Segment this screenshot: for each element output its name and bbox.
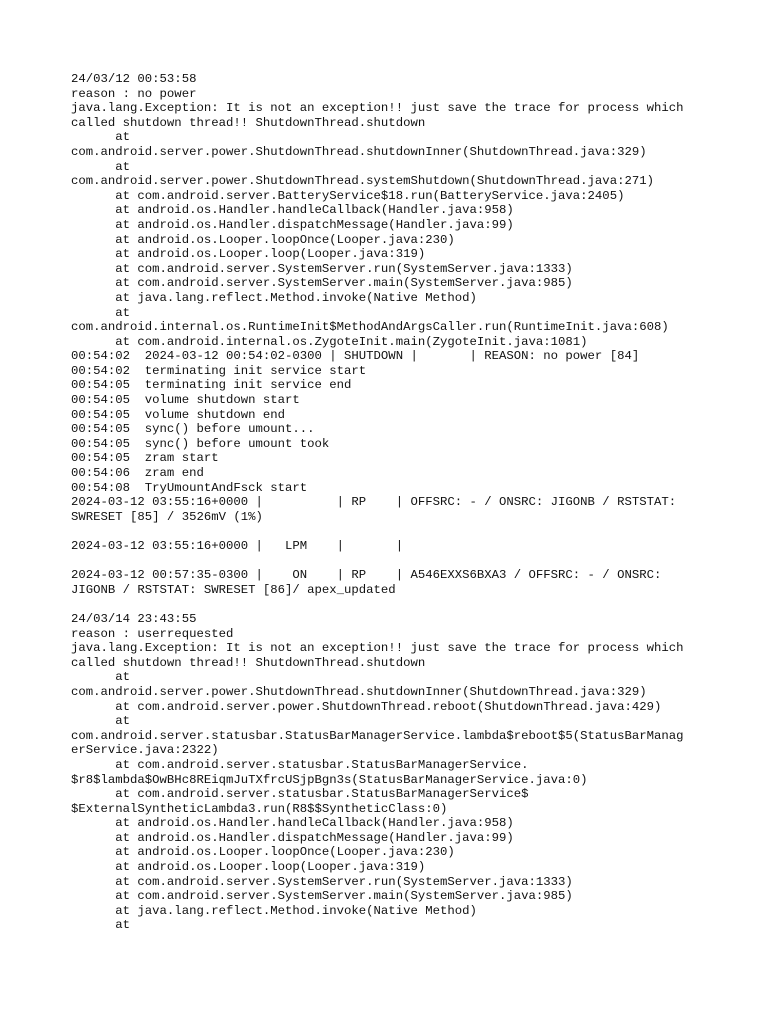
log-line: at com.android.server.power.ShutdownThread.reboot(ShutdownThread.java:429) — [71, 699, 662, 714]
log-line: com.android.server.power.ShutdownThread.systemShutdown(ShutdownThread.java:271) — [71, 174, 654, 189]
log-text-block — [71, 72, 711, 933]
log-line: 00:54:05 volume shutdown end — [71, 407, 286, 422]
log-line: 00:54:05 terminating init service end — [71, 378, 352, 393]
log-line: at java.lang.reflect.Method.invoke(Native Method) — [71, 290, 477, 305]
log-line: at com.android.server.SystemServer.run(SystemServer.java:1333) — [71, 261, 573, 276]
log-line: java.lang.Exception: It is not an exception!! just save the trace for process which — [71, 101, 684, 116]
log-line: at — [71, 714, 131, 729]
log-line: at java.lang.reflect.Method.invoke(Native Method) — [71, 903, 477, 918]
log-line: at android.os.Looper.loop(Looper.java:319) — [71, 247, 426, 262]
log-line: at com.android.server.SystemServer.main(SystemServer.java:985) — [71, 889, 573, 904]
log-line: 2024-03-12 00:57:35-0300 | ON | RP | A546EXXS6BXA3 / OFFSRC: - / ONSRC: — [71, 568, 662, 583]
log-line: $r8$lambda$OwBHc8REiqmJuTXfrcUSjpBgn3s(StatusBarManagerService.java:0) — [71, 772, 588, 787]
log-line: com.android.internal.os.RuntimeInit$MethodAndArgsCaller.run(RuntimeInit.java:608) — [71, 320, 669, 335]
log-line: com.android.server.statusbar.StatusBarManagerService.lambda$reboot$5(StatusBarManag — [71, 728, 684, 743]
log-line: 00:54:08 TryUmountAndFsck start — [71, 480, 308, 495]
log-line: at android.os.Handler.handleCallback(Handler.java:958) — [71, 203, 514, 218]
log-line: 00:54:05 sync() before umount took — [71, 436, 330, 451]
log-line: java.lang.Exception: It is not an exception!! just save the trace for process which — [71, 641, 684, 656]
log-line: 00:54:06 zram end — [71, 466, 204, 481]
log-line: at android.os.Looper.loop(Looper.java:319) — [71, 860, 426, 875]
log-line: 00:54:05 volume shutdown start — [71, 393, 300, 408]
log-line: at — [71, 130, 131, 145]
log-line: called shutdown thread!! ShutdownThread.shutdown — [71, 115, 426, 130]
log-line: at android.os.Looper.loopOnce(Looper.java:230) — [71, 232, 455, 247]
blank-line — [71, 554, 711, 569]
log-line: 24/03/14 23:43:55 — [71, 611, 197, 626]
blank-line — [71, 524, 711, 539]
log-line: at com.android.server.statusbar.StatusBarManagerService$ — [71, 787, 529, 802]
log-line: JIGONB / RSTSTAT: SWRESET [86]/ apex_updated — [71, 582, 396, 597]
log-line: at com.android.internal.os.ZygoteInit.main(ZygoteInit.java:1081) — [71, 334, 588, 349]
log-line: at android.os.Looper.loopOnce(Looper.java:230) — [71, 845, 455, 860]
log-line: com.android.server.power.ShutdownThread.shutdownInner(ShutdownThread.java:329) — [71, 144, 647, 159]
log-line: called shutdown thread!! ShutdownThread.shutdown — [71, 655, 426, 670]
log-line: at com.android.server.BatteryService$18.run(BatteryService.java:2405) — [71, 188, 625, 203]
log-line: 00:54:05 sync() before umount... — [71, 422, 315, 437]
log-line: 24/03/12 00:53:58 — [71, 72, 197, 86]
log-line: at android.os.Handler.dispatchMessage(Handler.java:99) — [71, 830, 514, 845]
log-line: 00:54:05 zram start — [71, 451, 219, 466]
log-line: at — [71, 670, 131, 685]
log-line: 2024-03-12 03:55:16+0000 | | RP | OFFSRC: - / ONSRC: JIGONB / RSTSTAT: — [71, 495, 677, 510]
log-line: com.android.server.power.ShutdownThread.shutdownInner(ShutdownThread.java:329) — [71, 684, 647, 699]
log-line: at com.android.server.statusbar.StatusBarManagerService. — [71, 757, 529, 772]
log-line: at android.os.Handler.handleCallback(Handler.java:958) — [71, 816, 514, 831]
log-line: 00:54:02 terminating init service start — [71, 363, 367, 378]
log-line: at com.android.server.SystemServer.run(SystemServer.java:1333) — [71, 874, 573, 889]
log-line: at — [71, 159, 131, 174]
log-line: reason : no power — [71, 86, 197, 101]
log-line: at com.android.server.SystemServer.main(SystemServer.java:985) — [71, 276, 573, 291]
log-line: SWRESET [85] / 3526mV (1%) — [71, 509, 263, 524]
log-line: 2024-03-12 03:55:16+0000 | LPM | | — [71, 539, 404, 553]
log-line: at — [71, 918, 131, 933]
log-line: reason : userrequested — [71, 626, 234, 641]
log-line: at — [71, 305, 131, 320]
log-line: 00:54:02 2024-03-12 00:54:02-0300 | SHUTDOWN | | REASON: no power [84] — [71, 349, 640, 364]
log-line: at android.os.Handler.dispatchMessage(Handler.java:99) — [71, 217, 514, 232]
blank-line — [71, 597, 711, 612]
log-line: $ExternalSyntheticLambda3.run(R8$$SyntheticClass:0) — [71, 801, 448, 816]
log-line: erService.java:2322) — [71, 743, 219, 758]
